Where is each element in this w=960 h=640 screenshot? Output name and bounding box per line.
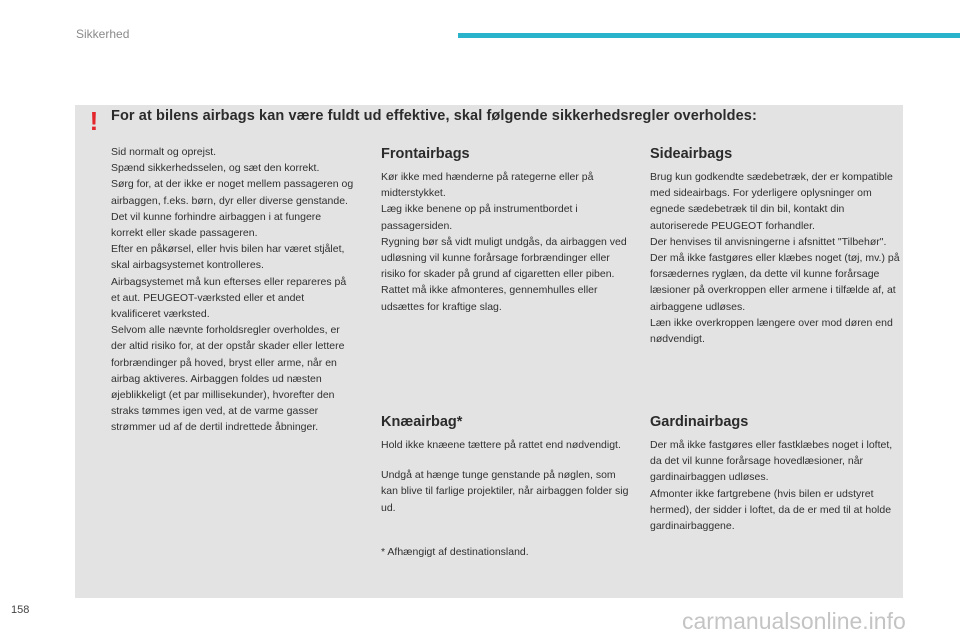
gardinairbags-section: [650, 412, 900, 534]
frontairbags-title: Frontairbags: [381, 146, 470, 162]
frontairbags-text: Kør ikke med hænderne på rategerne eller på midterstykket. Læg ikke benene op på instrumentbordet i passagersiden. Rygning bør så vidt muligt undgås, da airbaggen ved udløsning vil kunne forårsage forbrændinger eller risiko for skader på grund af cigaretten eller piben. Rattet må ikke afmonteres, gennemhulles eller udsættes for kraftige slag.: [381, 171, 627, 313]
page-number: 158: [11, 604, 30, 616]
gardinairbags-title: Gardinairbags: [650, 414, 749, 430]
gardinairbags-text: Der må ikke fastgøres eller fastklæbes noget i loftet, da det vil kunne forårsage hovedlæsioner, når gardinairbaggen udløses. Afmonter ikke fartgrebene (hvis bilen er udstyret hermed), der sidder i loftet, da de er med til at holde gardinairbaggene.: [650, 439, 893, 533]
knaeairbag-title: Knæairbag*: [381, 414, 463, 430]
header-accent-bar: [458, 33, 960, 38]
knaeairbag-text-1: Hold ikke knæene tættere på rattet end nødvendigt.: [381, 439, 621, 451]
frontairbags-section: [381, 144, 631, 315]
exclamation-icon: !: [89, 106, 99, 136]
watermark: carmanualsonline.info: [682, 608, 906, 634]
section-title: Sikkerhed: [76, 27, 130, 41]
sideairbags-title: Sideairbags: [650, 146, 733, 162]
footnote: * Afhængigt af destinationsland.: [381, 545, 529, 558]
sideairbags-text: Brug kun godkendte sædebetræk, der er kompatible med sideairbags. For yderligere oplysninger om egnede sædebetræk til din bil, kontakt din autoriserede PEUGEOT forhandler. Der henvises til anvisningerne i afsnittet "Tilbehør". Der må ikke fastgøres eller klæbes noget (tøj, mv.) på forsædernes ryglæn, da dette vil kunne forårsage læsioner på overkroppen eller armene i tilfælde af, at airbaggene udløses. Læn ikke overkroppen længere over mod døren end nødvendigt.: [650, 171, 900, 346]
general-rules-text: Sid normalt og oprejst. Spænd sikkerhedsselen, og sæt den korrekt. Sørg for, at der ikke er noget mellem passageren og airbaggen, f.eks. børn, dyr eller diverse genstande. Det vil kunne forhindre airbaggen i at fungere korrekt eller skade passageren. Efter en påkørsel, eller hvis bilen har været stjålet, skal airbagsystemet kontrolleres. Airbagsystemet må kun efterses eller repareres på et aut. PEUGEOT-værksted eller et andet kvalificeret værksted. Selvom alle nævnte forholdsregler overholdes, er der altid risiko for, at der opstår skader eller lettere forbrændinger på hoved, bryst eller arme, når en airbag aktiveres. Airbaggen foldes ud næsten øjeblikkeligt (et par millisekunder), hvorefter den straks tømmes igen ved, at de varme gasser strømmer ud af de dertil indrettede åbninger.: [111, 146, 354, 434]
knaeairbag-text-2: Undgå at hænge tunge genstande på nøglen, som kan blive til farlige projektiler, når airbaggen folder sig ud.: [381, 469, 629, 514]
sideairbags-section: [650, 144, 900, 347]
general-rules-column: [111, 144, 356, 436]
warning-heading: For at bilens airbags kan være fuldt ud effektive, skal følgende sikkerhedsregler overholdes:: [111, 108, 757, 124]
knaeairbag-section: [381, 412, 631, 560]
